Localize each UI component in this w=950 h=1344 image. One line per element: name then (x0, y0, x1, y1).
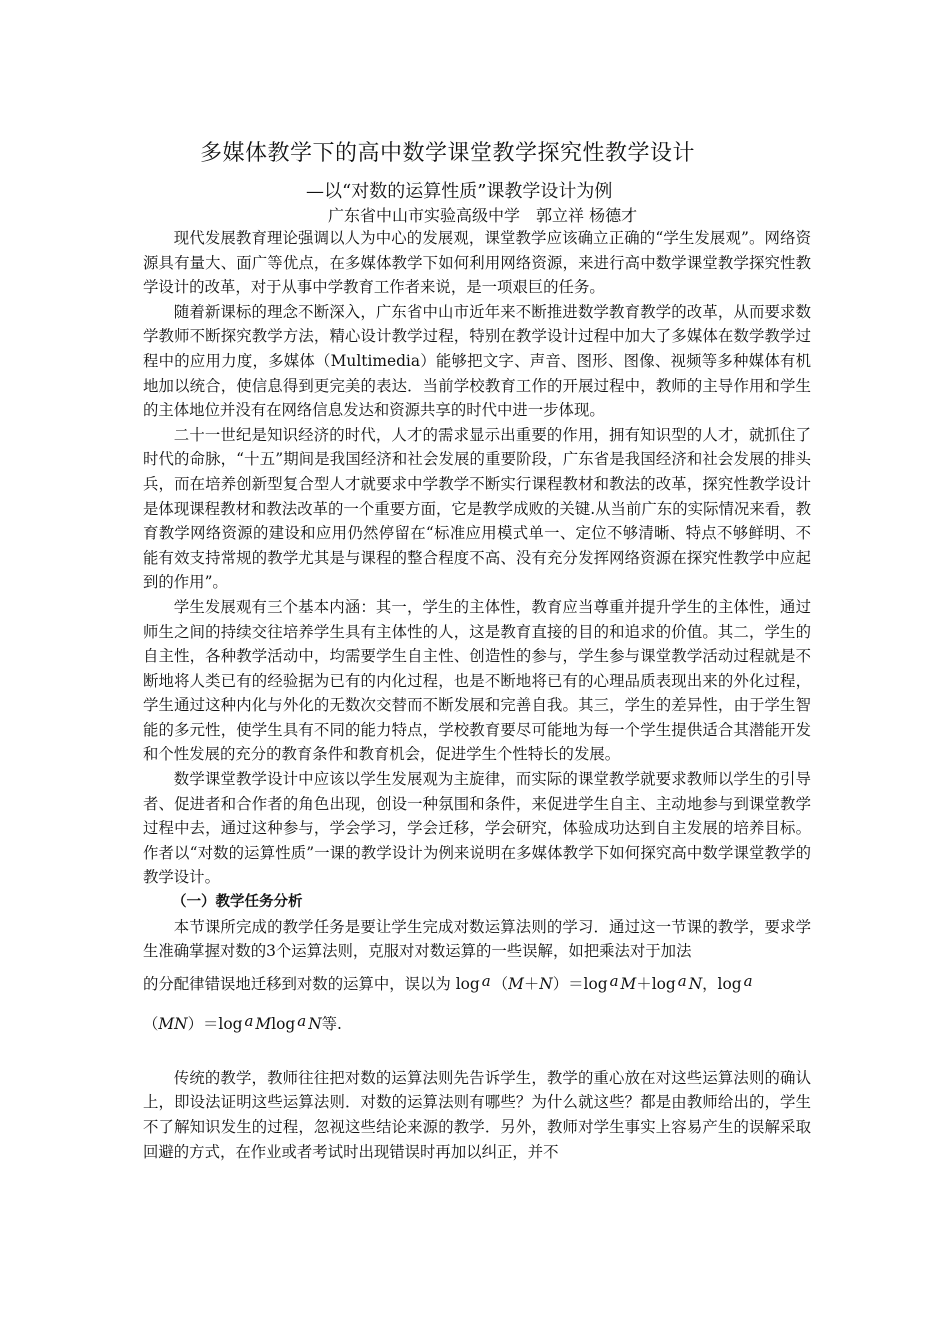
paragraph: 随着新课标的理念不断深入，广东省中山市近年来不断推进数学教育教学的改革，从而要求数学教师不断探究教学方法，精心设计教学过程，特别在教学设计过程中加大了多媒体在数学教学过程中的应用力度，多媒体（Multimedia）能够把文字、声音、图形、图像、视频等多种媒体有机地加以统合，使信息得到更完美的表达．当前学校教育工作的开展过程中，教师的主导作用和学生的主体地位并没有在网络信息发达和资源共享的时代中进一步体现。 (143, 302, 811, 420)
formula-text: 的分配律错误地迁移到对数的运算中，误以为 log (143, 974, 480, 993)
section-heading: （一）教学任务分析 (172, 894, 303, 911)
var-m: M (255, 1014, 272, 1033)
log-base: a (297, 1011, 307, 1030)
var-m: M (620, 974, 637, 993)
paragraph: 数学课堂教学设计中应该以学生发展观为主旋律，而实际的课堂教学就要求教师以学生的引导者、促进者和合作者的角色出现，创设一种氛围和条件，来促进学生自主、主动地参与到课堂教学过程中去，通过这种参与，学会学习，学会迁移，学会研究，体验成功达到自主发展的培养目标。作者以“对数的运算性质”一课的教学设计为例来说明在多媒体教学下如何探究高中数学课堂教学的教学设计。 (143, 770, 811, 887)
paragraph: 传统的教学，教师往往把对数的运算法则先告诉学生，教学的重心放在对这些运算法则的确认上，即设法证明这些运算法则．对数的运算法则有哪些？为什么就这些？都是由教师给出的，学生不了解知识发生的过程，忽视这些结论来源的教学．另外，教师对学生事实上容易产生的误解采取回避的方式，在作业或者考试时出现错误时再加以纠正，并不 (143, 1068, 811, 1161)
var-mn: MN (158, 1014, 188, 1033)
var-n: N (308, 1014, 322, 1033)
formula-text: ＋ (523, 974, 540, 993)
formula-text: log (271, 1014, 296, 1033)
paragraph: 二十一世纪是知识经济的时代，人才的需求显示出重要的作用，拥有知识型的人才，就抓住了时代的命脉，“十五”期间是我国经济和社会发展的重要阶段，广东省是我国经济和社会发展的排头兵，而在培养创新型复合型人才就要求中学教学不断实行课程教材和教法的改革，探究性教学设计是体现课程教材和教法改革的一个重要方面，它是教学成败的关键.从当前广东的实际情况来看，教育教学网络资源的建设和应用仍然停留在“标准应用模式单一、定位不够清晰、特点不够鲜明、不能有效支持常规的教学尤其是与课程的整合程度不高、没有充分发挥网络资源在探究性教学中应起到的作用”。 (143, 425, 811, 592)
author-line: 广东省中山市实验高级中学 郭立祥 杨德才 (328, 206, 638, 225)
log-base: a (609, 971, 619, 990)
formula-text: ）＝log (552, 974, 608, 993)
formula-text: ）＝log (187, 1014, 243, 1033)
log-base: a (244, 1011, 254, 1030)
formula-text: （ (143, 1014, 159, 1033)
formula-text: 等. (321, 1014, 342, 1033)
paper-title: 多媒体教学下的高中数学课堂教学探究性教学设计 (200, 141, 696, 166)
var-m: M (508, 974, 524, 993)
paragraph: 现代发展教育理论强调以人为中心的发展观，课堂教学应该确立正确的“学生发展观”。网络资源具有量大、面广等优点，在多媒体教学下如何利用网络资源，来进行高中数学课堂教学探究性教学设计的改革，对于从事中学教育工作者来说，是一项艰巨的任务。 (143, 229, 811, 297)
body-text (143, 226, 811, 1164)
formula-line (143, 1004, 811, 1044)
formula-text: （ (492, 974, 509, 993)
paragraph: 本节课所完成的教学任务是要让学生完成对数运算法则的学习．通过这一节课的教学，要求学生准确掌握对数的3个运算法则，克服对对数运算的一些误解，如把乘法对于加法 (143, 917, 811, 961)
paragraph: 学生发展观有三个基本内涵：其一，学生的主体性，教育应当尊重并提升学生的主体性，通过师生之间的持续交往培养学生具有主体性的人，这是教育直接的目的和追求的价值。其二，学生的自主性，各种教学活动中，均需要学生自主性、创造性的参与，学生参与课堂教学活动过程就是不断地将人类已有的经验据为已有的内化过程，也是不断地将已有的心理品质表现出来的外化过程，学生通过这种内化与外化的无数次交替而不断发展和完善自我。其三，学生的差异性，由于学生智能的多元性，使学生具有不同的能力特点，学校教育要尽可能地为每一个学生提供适合其潜能开发和个性发展的充分的教育条件和教育机会，促进学生个性特长的发展。 (143, 597, 811, 764)
log-base: a (743, 971, 753, 990)
var-n: N (688, 974, 703, 993)
formula-text: ，log (702, 974, 742, 993)
formula-line (143, 964, 811, 1004)
log-base: a (677, 971, 687, 990)
var-n: N (539, 974, 553, 993)
paper-subtitle: —以“对数的运算性质”课教学设计为例 (306, 181, 613, 202)
log-base: a (481, 971, 491, 990)
formula-text: ＋log (636, 974, 676, 993)
